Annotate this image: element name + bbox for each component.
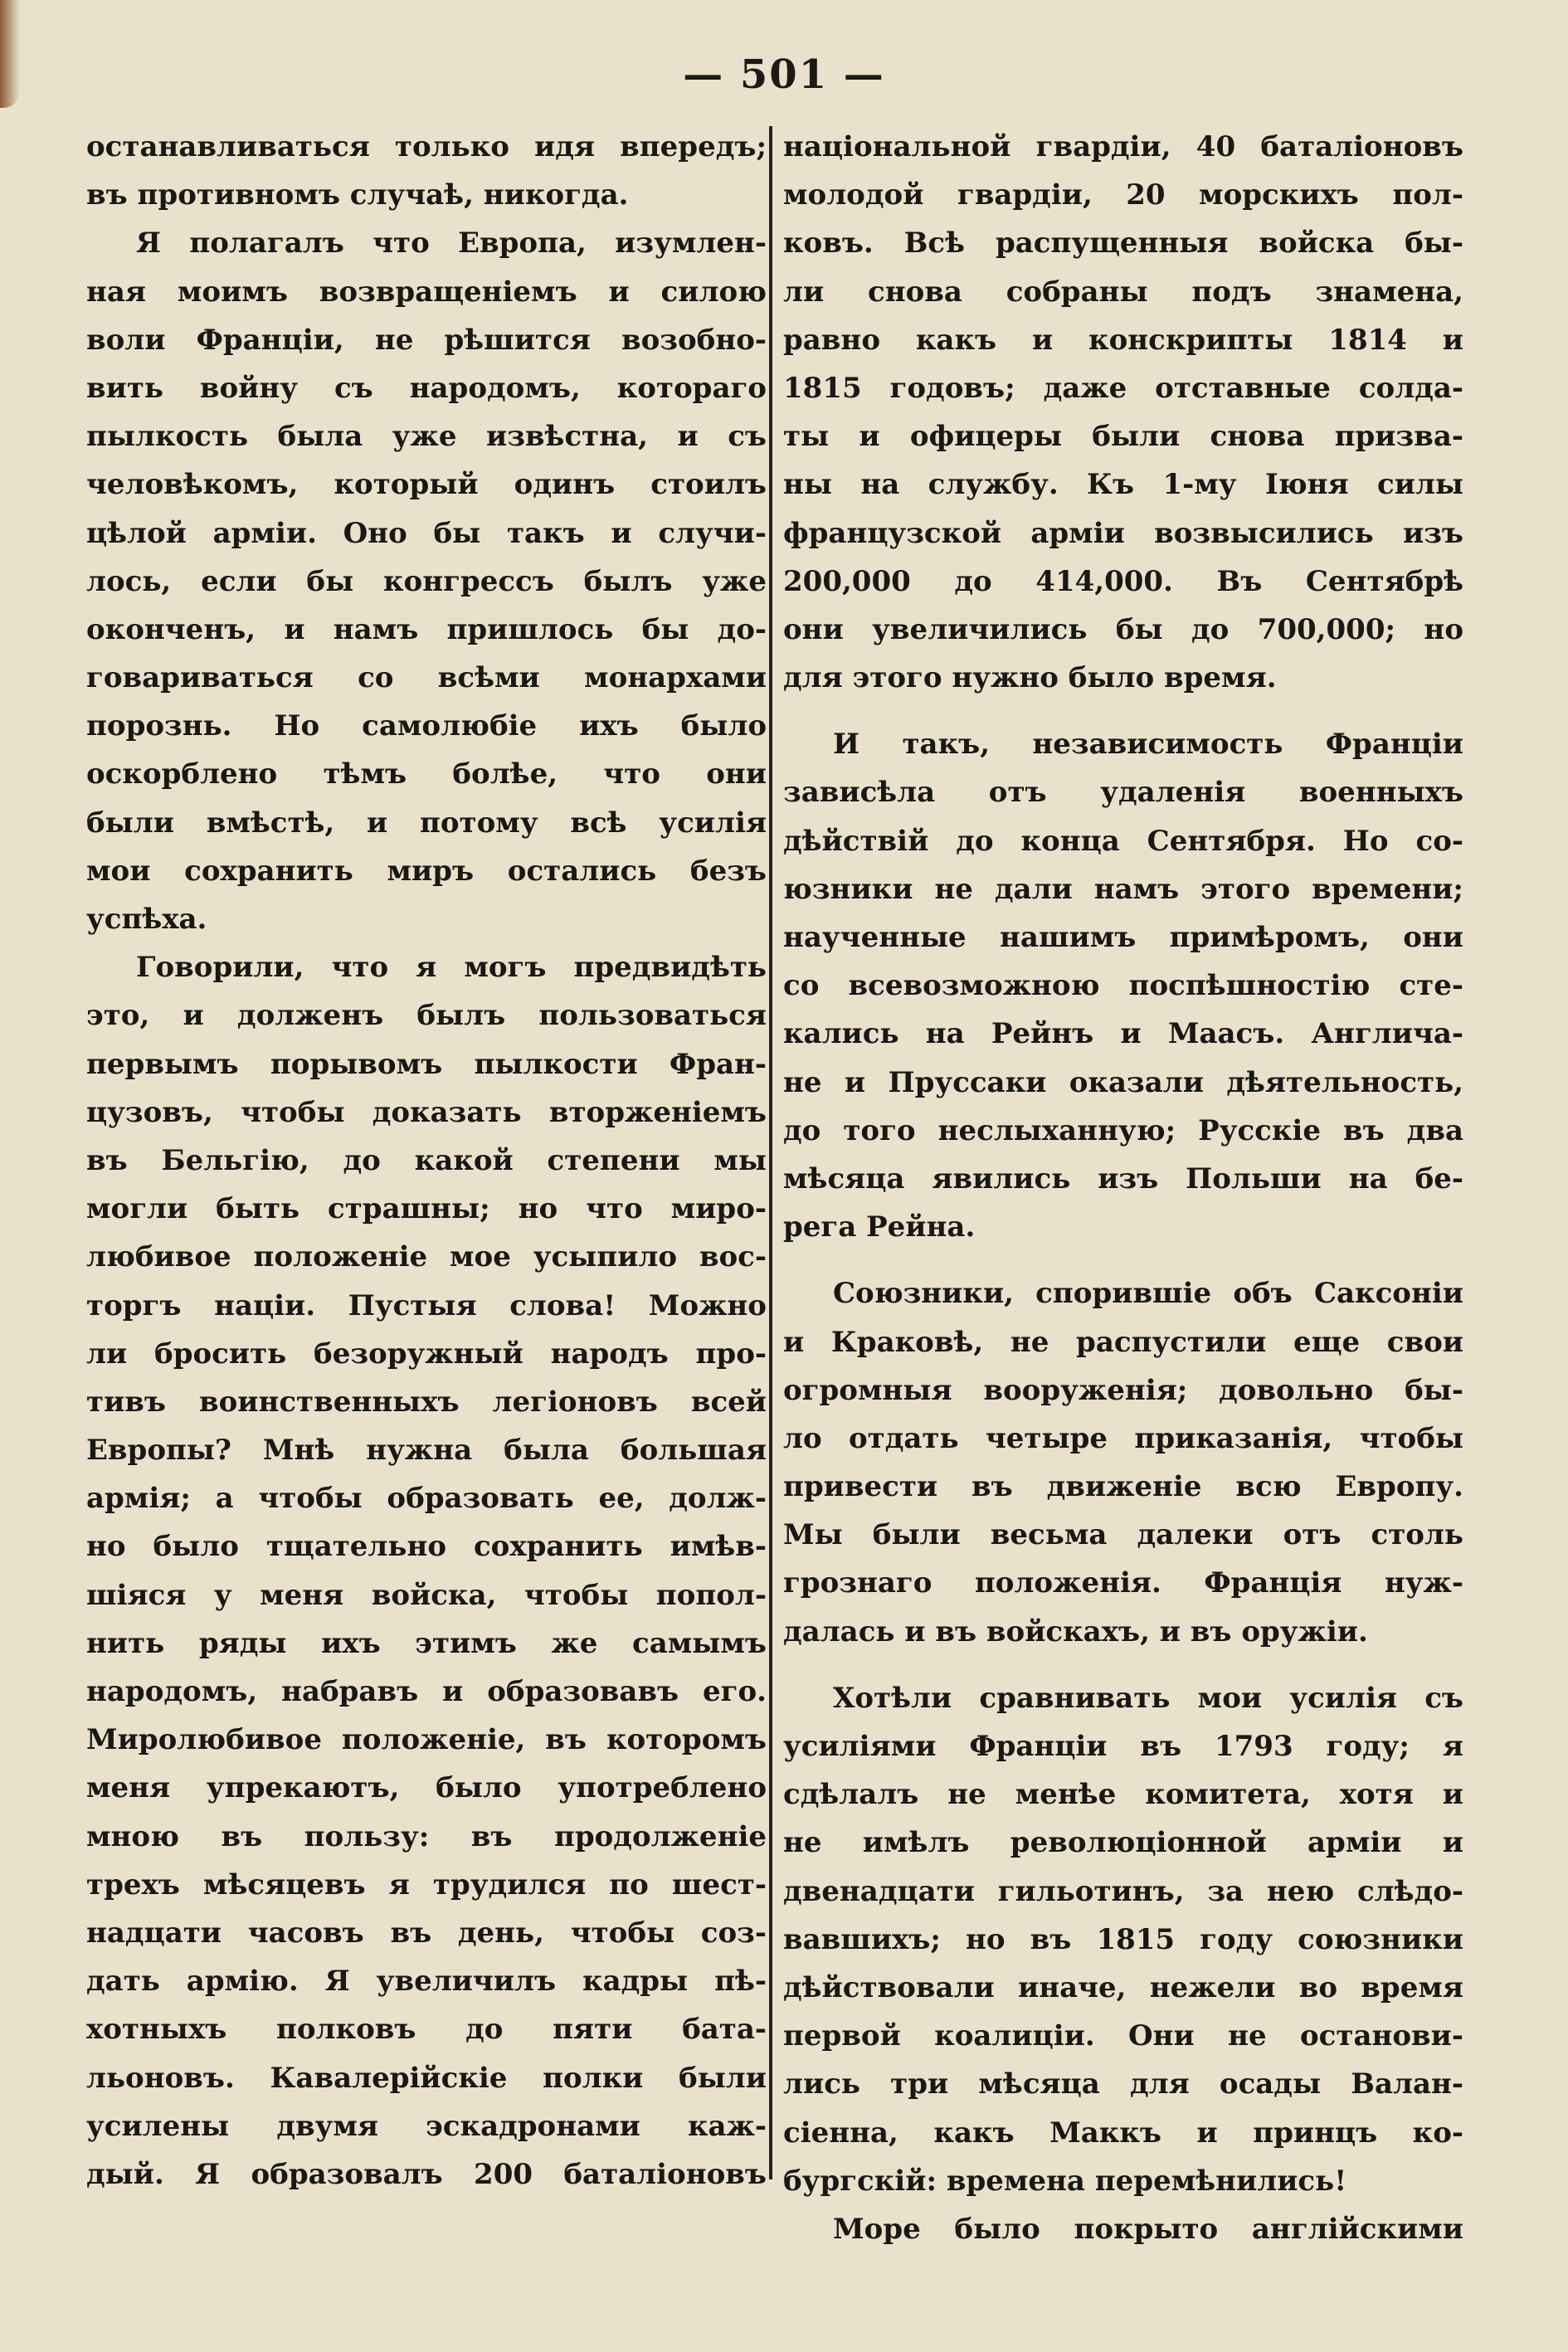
text-line: Хотѣли сравнивать мои усилія съ <box>833 1681 1463 1715</box>
text-line: И такъ, независимость Франціи <box>833 728 1463 762</box>
page-number: — 501 — <box>683 51 885 98</box>
text-line: Миролюбивое положеніе, въ которомъ <box>86 1723 767 1757</box>
text-line: усилены двумя эскадронами каж- <box>86 2109 767 2143</box>
text-line: лось, если бы конгрессъ былъ уже <box>86 564 767 598</box>
text-line: меня упрекаютъ, было употреблено <box>86 1771 767 1805</box>
text-line: со всевозможною поспѣшностію сте- <box>783 969 1463 1003</box>
text-line: дый. Я образовалъ 200 баталіоновъ <box>86 2157 767 2191</box>
text-line: народомъ, набравъ и образовавъ его. <box>86 1675 767 1708</box>
text-line: рега Рейна. <box>783 1210 976 1244</box>
text-line: хотныхъ полковъ до пяти бата- <box>86 2013 767 2047</box>
text-line: Союзники, спорившіе объ Саксоніи <box>833 1277 1463 1311</box>
text-line: цѣлой арміи. Оно бы такъ и случи- <box>86 516 767 550</box>
text-line: человѣкомъ, который одинъ стоилъ <box>86 468 767 502</box>
text-line: Я полагалъ что Европа, изумлен- <box>136 226 767 261</box>
text-line: усиліями Франціи въ 1793 году; я <box>783 1730 1463 1763</box>
text-line: молодой гвардіи, 20 морскихъ пол- <box>783 178 1463 212</box>
text-line: двенадцати гильотинъ, за нею слѣдо- <box>783 1874 1463 1908</box>
text-line: привести въ движеніе всю Европу. <box>783 1470 1463 1504</box>
text-line: 1815 годовъ; даже отставные солда- <box>783 371 1463 405</box>
text-line: Говорили, что я могъ предвидѣть <box>136 951 767 985</box>
text-line: цузовъ, чтобы доказать вторженіемъ <box>86 1095 767 1129</box>
text-line: Мы были весьма далеки отъ столь <box>783 1518 1463 1552</box>
text-line: Европы? Мнѣ нужна была большая <box>86 1434 767 1468</box>
text-line: говариваться со всѣми монархами <box>86 661 767 695</box>
text-line: національной гвардіи, 40 баталіоновъ <box>783 130 1463 163</box>
text-line: порознь. Но самолюбіе ихъ было <box>86 709 767 743</box>
right-text-column <box>783 123 1463 2253</box>
text-line: успѣха. <box>86 903 207 936</box>
text-line: пылкость была уже извѣстна, и съ <box>86 420 767 454</box>
text-line: тивъ воинственныхъ легіоновъ всей <box>86 1385 767 1419</box>
text-line: воли Франціи, не рѣшится возобно- <box>86 323 767 357</box>
text-line: огромныя вооруженія; довольно бы- <box>783 1373 1463 1407</box>
text-line: наученные нашимъ примѣромъ, они <box>783 921 1463 954</box>
text-line: оконченъ, и намъ пришлось бы до- <box>86 612 767 646</box>
text-line: для этого нужно было время. <box>783 661 1277 695</box>
text-line: 200,000 до 414,000. Въ Сентябрѣ <box>783 564 1463 598</box>
text-line: мѣсяца явились изъ Польши на бе- <box>783 1161 1463 1195</box>
left-text-column <box>86 123 767 2199</box>
text-line: бургскій: времена перемѣнились! <box>783 2164 1347 2198</box>
text-line: ная моимъ возвращеніемъ и силою <box>86 275 767 309</box>
text-line: ты и офицеры были снова призва- <box>783 420 1463 454</box>
text-line: ны на службу. Къ 1-му Іюня силы <box>783 468 1463 502</box>
text-line: это, и долженъ былъ пользоваться <box>86 999 767 1033</box>
text-line: армія; а чтобы образовать ее, долж- <box>86 1482 767 1516</box>
text-line: оскорблено тѣмъ болѣе, что они <box>86 757 767 791</box>
text-line: торгъ націи. Пустыя слова! Можно <box>86 1288 767 1322</box>
text-line: ковъ. Всѣ распущенныя войска бы- <box>783 226 1463 261</box>
text-line: французской арміи возвысились изъ <box>783 516 1463 550</box>
text-line: дѣйствій до конца Сентября. Но со- <box>783 824 1463 858</box>
text-line: юзники не дали намъ этого времени; <box>783 872 1463 906</box>
text-line: шіяся у меня войска, чтобы попол- <box>86 1578 767 1612</box>
text-line: первой коалиціи. Они не останови- <box>783 2019 1463 2053</box>
text-line: не и Пруссаки оказали дѣятельность, <box>783 1065 1463 1099</box>
text-line: любивое положеніе мое усыпило вос- <box>86 1240 767 1274</box>
text-line: лись три мѣсяца для осады Валан- <box>783 2067 1463 2101</box>
text-line: останавливаться только идя впередъ; <box>86 130 767 163</box>
text-line: Море было покрыто англійскими <box>833 2212 1463 2246</box>
text-line: кались на Рейнъ и Маасъ. Англича- <box>783 1017 1463 1051</box>
text-line: дѣйствовали иначе, нежели во время <box>783 1970 1463 2004</box>
text-line: сдѣлалъ не менѣе комитета, хотя и <box>783 1778 1463 1812</box>
text-line: надцати часовъ въ день, чтобы соз- <box>86 1916 767 1950</box>
text-line: нить ряды ихъ этимъ же самымъ <box>86 1626 767 1660</box>
text-line: далась и въ войскахъ, и въ оружіи. <box>783 1614 1368 1648</box>
text-line: ло отдать четыре приказанія, чтобы <box>783 1421 1463 1455</box>
text-line: не имѣлъ революціонной арміи и <box>783 1826 1463 1860</box>
text-line: грознаго положенія. Франція нуж- <box>783 1566 1463 1600</box>
text-line: льоновъ. Кавалерійскіе полки были <box>86 2061 767 2095</box>
text-line: первымъ порывомъ пылкости Фран- <box>86 1047 767 1081</box>
text-line: ли снова собраны подъ знамена, <box>783 275 1463 309</box>
column-divider <box>769 126 772 2179</box>
text-line: зависѣла отъ удаленія военныхъ <box>783 776 1463 810</box>
text-line: мною въ пользу: въ продолженіе <box>86 1819 767 1853</box>
text-line: сіенна, какъ Маккъ и принцъ ко- <box>783 2116 1463 2150</box>
text-line: вить войну съ народомъ, котораго <box>86 371 767 405</box>
text-line: были вмѣстѣ, и потому всѣ усилія <box>86 806 767 840</box>
text-line: мои сохранить миръ остались безъ <box>86 854 767 888</box>
text-line: трехъ мѣсяцевъ я трудился по шест- <box>86 1867 767 1902</box>
text-line: и Краковѣ, не распустили еще свои <box>783 1325 1463 1359</box>
text-line: могли быть страшны; но что миро- <box>86 1192 767 1226</box>
text-line: дать армію. Я увеличилъ кадры пѣ- <box>86 1965 767 1999</box>
text-line: они увеличились бы до 700,000; но <box>783 612 1463 646</box>
text-line: въ противномъ случаѣ, никогда. <box>86 178 629 212</box>
text-line: въ Бельгію, до какой степени мы <box>86 1143 767 1177</box>
text-line: но было тщательно сохранить имѣв- <box>86 1530 767 1564</box>
text-line: до того неслыханную; Русскіе въ два <box>783 1113 1463 1147</box>
text-line: ли бросить безоружный народъ про- <box>86 1337 767 1371</box>
text-line: равно какъ и конскрипты 1814 и <box>783 323 1463 357</box>
text-line: вавшихъ; но въ 1815 году союзники <box>783 1922 1463 1956</box>
